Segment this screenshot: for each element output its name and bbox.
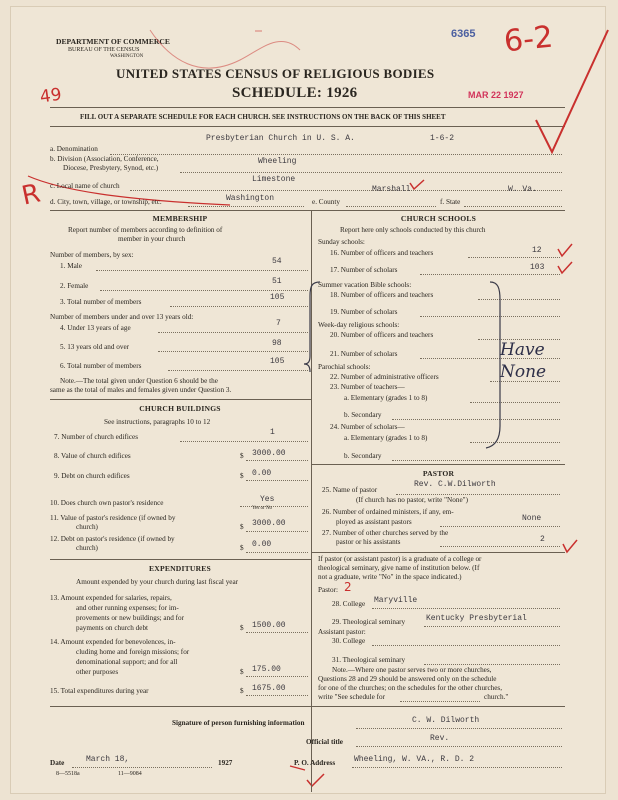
- q27-label-2: pastor or his assistants: [336, 538, 401, 546]
- q6-line: [168, 370, 308, 371]
- pastor-rule: [311, 552, 565, 553]
- q12-label-2: church): [76, 544, 98, 552]
- q3-value[interactable]: 105: [270, 293, 285, 302]
- q8-label: 8. Value of church edifices: [54, 452, 131, 460]
- county-label: e. County: [312, 198, 340, 206]
- pastor-note-3: for one of the churches; on the schedules for the other churches,: [318, 684, 503, 692]
- county-line: [346, 206, 436, 207]
- q10-value[interactable]: Yes: [260, 495, 275, 504]
- q14-label-3: denominational support; and for all: [76, 658, 178, 666]
- grad-note-3: not a graduate, write "No" in the space indicated.): [318, 573, 462, 581]
- q6-label: 6. Total number of members: [60, 362, 142, 370]
- q6-value[interactable]: 105: [270, 357, 285, 366]
- have-none-1: Have: [500, 340, 545, 360]
- q14-value[interactable]: 175.00: [252, 665, 281, 674]
- q9-label: 9. Debt on church edifices: [54, 472, 130, 480]
- q24b-label: b. Secondary: [344, 452, 382, 460]
- date-label: Date: [50, 759, 65, 767]
- q26-value[interactable]: None: [522, 514, 542, 523]
- signature-value[interactable]: C. W. Dilworth: [412, 716, 480, 725]
- check-q17: [558, 262, 572, 273]
- right-bracket: [486, 282, 500, 448]
- q11-label-2: church): [76, 523, 98, 531]
- q15-label: 15. Total expenditures during year: [50, 687, 149, 695]
- expenditures-heading: EXPENDITURES: [149, 564, 211, 573]
- received-stamp: MAR 22 1927: [468, 90, 524, 100]
- q31-label: 31. Theological seminary: [332, 656, 406, 664]
- q27-label-1: 27. Number of other churches served by the: [322, 529, 449, 537]
- q30-label: 30. College: [332, 637, 366, 645]
- q29-value[interactable]: Kentucky Presbyterial: [426, 614, 527, 623]
- q15-line: [246, 695, 308, 696]
- date-year: 1927: [218, 759, 233, 767]
- q24a-label: a. Elementary (grades 1 to 8): [344, 434, 428, 442]
- q5-value[interactable]: 98: [272, 339, 282, 348]
- signature-label: Signature of person furnishing information: [172, 719, 305, 727]
- q22-label: 22. Number of administrative officers: [330, 373, 439, 381]
- q2-label: 2. Female: [60, 282, 89, 290]
- serial-number: 6365: [451, 28, 476, 40]
- city-line: [188, 206, 304, 207]
- q8-value[interactable]: 3000.00: [252, 449, 286, 458]
- q17-value[interactable]: 103: [530, 263, 545, 272]
- schools-sub: Report here only schools conducted by this church: [340, 226, 486, 234]
- q23-label: 23. Number of teachers—: [330, 383, 405, 391]
- county-value[interactable]: Marshall: [372, 185, 411, 194]
- buildings-sub: See instructions, paragraphs 10 to 12: [104, 418, 211, 426]
- division-line: [180, 172, 562, 173]
- pastor-note-4: write "See schedule for: [318, 693, 385, 701]
- summer-label: Summer vacation Bible schools:: [318, 281, 412, 289]
- membership-heading: MEMBERSHIP: [152, 214, 208, 223]
- q13-label-3: provements or new buildings; and for: [76, 614, 184, 622]
- q1-label: 1. Male: [60, 262, 82, 270]
- footer-rule: [50, 706, 565, 707]
- membership-sub-2: member in your church: [118, 235, 186, 243]
- q10-label: 10. Does church own pastor's residence: [50, 499, 164, 507]
- q28-value[interactable]: Maryville: [374, 596, 418, 605]
- q12-value[interactable]: 0.00: [252, 540, 272, 549]
- q25-line: [396, 494, 560, 495]
- pastor-note-2: Questions 28 and 29 should be answered only on the schedule: [318, 675, 497, 683]
- q27-line: [440, 546, 560, 547]
- q16-value[interactable]: 12: [532, 246, 542, 255]
- q11-dollar: $: [240, 523, 244, 531]
- q17-line: [420, 274, 560, 275]
- pastor-note-1: Note.—Where one pastor serves two or more churches,: [332, 666, 492, 674]
- q3-line: [170, 306, 308, 307]
- city-label: WASHINGTON: [110, 54, 144, 59]
- pastor-note-5: church.": [484, 693, 509, 701]
- q12-label-1: 12. Debt on pastor's residence (if owned by: [50, 535, 175, 543]
- q1-value[interactable]: 54: [272, 257, 282, 266]
- q17-label: 17. Number of scholars: [330, 266, 398, 274]
- expenditures-sub: Amount expended by your church during last fiscal year: [76, 578, 239, 586]
- church-name-value[interactable]: Limestone: [252, 175, 296, 184]
- have-none-2: None: [500, 362, 547, 382]
- q20-label: 20. Number of officers and teachers: [330, 331, 434, 339]
- q29-label: 29. Theological seminary: [332, 618, 406, 626]
- city-value[interactable]: Washington: [226, 194, 275, 203]
- q13-label-4: payments on church debt: [76, 624, 149, 632]
- q14-label-4: other purposes: [76, 668, 119, 676]
- q12-dollar: $: [240, 544, 244, 552]
- bureau-label: BUREAU OF THE CENSUS: [68, 47, 140, 53]
- form-instruction: FILL OUT A SEPARATE SCHEDULE FOR EACH CHURCH. SEE INSTRUCTIONS ON THE BACK OF THIS SHEET: [80, 113, 446, 121]
- q13-line: [246, 632, 308, 633]
- q15-dollar: $: [240, 687, 244, 695]
- check-q27: [563, 540, 577, 552]
- q13-label-2: and other running expenses; for im-: [76, 604, 179, 612]
- q24-label: 24. Number of scholars—: [330, 423, 405, 431]
- state-line: [464, 206, 562, 207]
- q23a-label: a. Elementary (grades 1 to 8): [344, 394, 428, 402]
- assistant-label: Assistant pastor:: [318, 628, 366, 636]
- by-sex-label: Number of members, by sex:: [50, 251, 134, 259]
- signature-line: [356, 728, 562, 729]
- q4-label: 4. Under 13 years of age: [60, 324, 131, 332]
- membership-note-1: Note.—The total given under Question 6 should be the: [60, 377, 218, 385]
- denomination-line: [110, 154, 562, 155]
- date-line: [72, 767, 212, 768]
- q4-value[interactable]: 7: [276, 319, 281, 328]
- q25-hint: (If church has no pastor, write "None"): [356, 496, 468, 504]
- handwritten-number: 49: [38, 84, 63, 108]
- state-value[interactable]: W. Va.: [508, 185, 537, 194]
- q5-label: 5. 13 years old and over: [60, 343, 130, 351]
- official-title-line: [356, 746, 562, 747]
- pastor-heading: PASTOR: [422, 469, 455, 478]
- parochial-label: Parochial schools:: [318, 363, 371, 371]
- q2-value[interactable]: 51: [272, 277, 282, 286]
- q9-value[interactable]: 0.00: [252, 469, 272, 478]
- q13-label-1: 13. Amount expended for salaries, repairs,: [50, 594, 172, 602]
- grad-note-1: If pastor (or assistant pastor) is a graduate of a college or: [318, 555, 482, 563]
- q4-line: [158, 332, 308, 333]
- denomination-value[interactable]: Presbyterian Church in U. S. A.: [206, 134, 355, 143]
- q13-value[interactable]: 1500.00: [252, 621, 286, 630]
- q28-line: [372, 608, 560, 609]
- pastor-note-line: [400, 701, 480, 702]
- pastor-handwritten-mark: 2: [344, 580, 352, 594]
- sunday-label: Sunday schools:: [318, 238, 365, 246]
- q14-dollar: $: [240, 668, 244, 676]
- date-value[interactable]: March 18,: [86, 755, 130, 764]
- q29-line: [424, 626, 560, 627]
- city-label-field: d. City, town, village, or township, etc.: [50, 198, 162, 206]
- state-label: f. State: [440, 198, 461, 206]
- q19-label: 19. Number of scholars: [330, 308, 398, 316]
- official-title-value[interactable]: Rev.: [430, 734, 450, 743]
- q25-value[interactable]: Rev. C.W.Dilworth: [414, 480, 496, 489]
- membership-rule: [50, 399, 311, 400]
- q15-value[interactable]: 1675.00: [252, 684, 286, 693]
- left-bracket: [304, 282, 320, 372]
- q9-dollar: $: [240, 472, 244, 480]
- q8-line: [246, 460, 308, 461]
- form-number: 8—5518a: [56, 771, 80, 777]
- denomination-code: 1-6-2: [430, 134, 455, 143]
- q11-value[interactable]: 3000.00: [252, 519, 286, 528]
- q12-line: [246, 552, 308, 553]
- form-title: UNITED STATES CENSUS OF RELIGIOUS BODIES: [116, 66, 435, 81]
- division-value[interactable]: Wheeling: [258, 157, 297, 166]
- grad-note-2: theological seminary, give name of institution below. (If: [318, 564, 480, 572]
- pastor-sub-label: Pastor:: [318, 586, 338, 594]
- q26-label-2: ployed as assistant pastors: [336, 518, 412, 526]
- church-name-label: c. Local name of church: [50, 182, 120, 190]
- section-rule-top: [50, 210, 565, 211]
- q10-line: [240, 506, 308, 507]
- q25-label: 25. Name of pastor: [322, 486, 378, 494]
- check-county: [410, 180, 424, 189]
- handwritten-r: R: [19, 178, 43, 212]
- handwritten-code: 6-2: [502, 19, 555, 60]
- q26-line: [440, 526, 560, 527]
- official-title-label: Official title: [306, 738, 343, 746]
- age-header: Number of members under and over 13 years old:: [50, 313, 194, 321]
- q7-line: [180, 441, 308, 442]
- q18-label: 18. Number of officers and teachers: [330, 291, 434, 299]
- q31-line: [424, 664, 560, 665]
- q27-value[interactable]: 2: [540, 535, 545, 544]
- division-label-1: b. Division (Association, Conference,: [50, 155, 159, 163]
- address-value[interactable]: Wheeling, W. VA., R. D. 2: [354, 755, 475, 764]
- address-label: P. O. Address: [294, 759, 336, 767]
- q16-label: 16. Number of officers and teachers: [330, 249, 434, 257]
- q5-line: [158, 351, 308, 352]
- q16-line: [468, 257, 560, 258]
- check-mark-large: [536, 30, 608, 152]
- q10-hint: Yes or No: [252, 506, 273, 511]
- check-footer: [307, 774, 324, 786]
- q26-label-1: 26. Number of ordained ministers, if any, em-: [322, 508, 454, 516]
- membership-sub-1: Report number of members according to definition of: [68, 226, 223, 234]
- buildings-heading: CHURCH BUILDINGS: [139, 404, 221, 413]
- membership-note-2: same as the total of males and females given under Question 3.: [50, 386, 232, 394]
- q28-label: 28. College: [332, 600, 366, 608]
- q7-value[interactable]: 1: [270, 428, 275, 437]
- q14-line: [246, 676, 308, 677]
- q13-dollar: $: [240, 624, 244, 632]
- q3-label: 3. Total number of members: [60, 298, 142, 306]
- q23b-label: b. Secondary: [344, 411, 382, 419]
- q8-dollar: $: [240, 452, 244, 460]
- q9-line: [246, 480, 308, 481]
- address-line: [352, 767, 562, 768]
- schedule-title: SCHEDULE: 1926: [232, 85, 358, 101]
- q21-label: 21. Number of scholars: [330, 350, 398, 358]
- q14-label-2: cluding home and foreign missions; for: [76, 648, 190, 656]
- q2-line: [100, 290, 308, 291]
- print-number: 11—9084: [118, 771, 142, 777]
- q14-label-1: 14. Amount expended for benevolences, in-: [50, 638, 176, 646]
- dept-label: DEPARTMENT OF COMMERCE: [56, 37, 170, 46]
- check-q16: [558, 244, 572, 256]
- schools-brackets: [300, 276, 520, 466]
- church-name-line: [130, 190, 562, 191]
- q1-line: [96, 270, 308, 271]
- schools-heading: CHURCH SCHOOLS: [400, 214, 477, 223]
- q11-label-1: 11. Value of pastor's residence (if owned by: [50, 514, 176, 522]
- buildings-rule: [50, 559, 311, 560]
- weekday-label: Week-day religious schools:: [318, 321, 400, 329]
- faint-scribble: [150, 30, 300, 68]
- q11-line: [246, 531, 308, 532]
- denomination-label: a. Denomination: [50, 145, 98, 153]
- division-label-2: Diocese, Presbytery, Synod, etc.): [63, 164, 159, 172]
- schools-rule: [311, 464, 565, 465]
- q7-label: 7. Number of church edifices: [54, 433, 139, 441]
- q30-line: [372, 645, 560, 646]
